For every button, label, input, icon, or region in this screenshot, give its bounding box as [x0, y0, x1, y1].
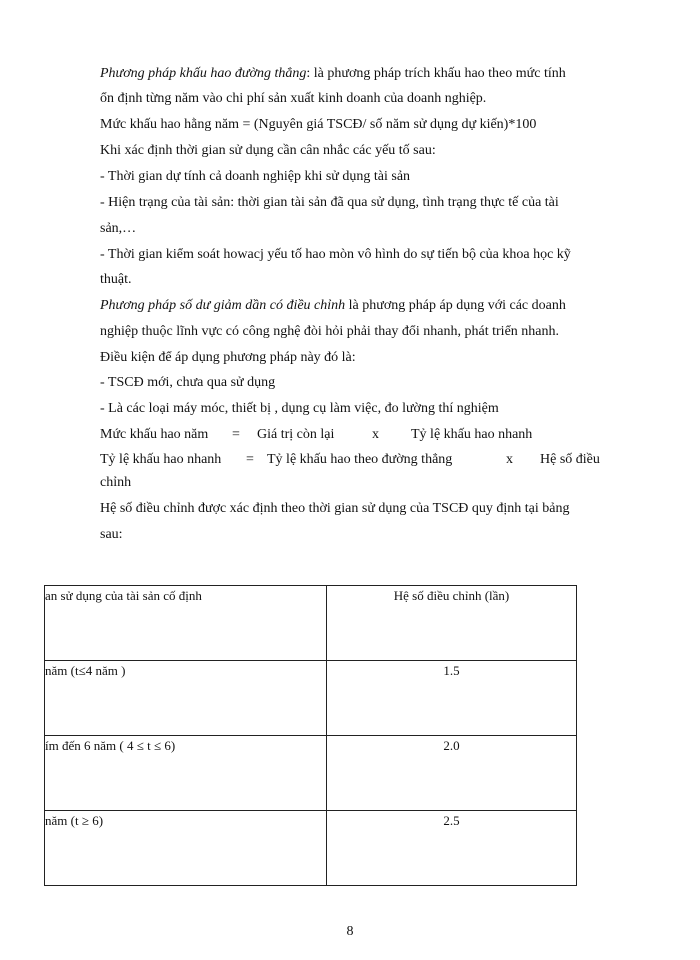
table-row [45, 661, 577, 736]
term-straight-line: Phương pháp khấu hao đường thẳng [100, 66, 307, 81]
table-row [45, 736, 577, 811]
bullet-item: - Thời gian dự tính cả doanh nghiệp khi sử dụng tài sản [100, 169, 411, 184]
paragraph-line: ổn định từng năm vào chi phí sản xuất kinh doanh của doanh nghiệp. [100, 91, 487, 106]
table-cell: 2.5 [327, 811, 577, 886]
bullet-item: - Là các loại máy móc, thiết bị , dụng cụ làm việc, đo lường thí nghiệm [100, 401, 499, 416]
table-cell: năm (t≤4 năm ) [45, 661, 327, 736]
paragraph-line: Điều kiện để áp dụng phương pháp này đó là: [100, 350, 356, 365]
adjustment-coefficient-table [44, 585, 577, 886]
bullet-item: - TSCĐ mới, chưa qua sử dụng [100, 375, 276, 390]
formula-fast-rate: Tỷ lệ khấu hao nhanh = Tỷ lệ khấu hao theo đường thẳng x Hệ số điều [100, 452, 600, 467]
paragraph-straight-line: Phương pháp khấu hao đường thẳng: là phương pháp trích khấu hao theo mức tính [100, 66, 566, 81]
table-header-cell: Hệ số điều chỉnh (lần) [327, 586, 577, 661]
table-row [45, 811, 577, 886]
table-cell: ím đến 6 năm ( 4 ≤ t ≤ 6) [45, 736, 327, 811]
table-cell: 2.0 [327, 736, 577, 811]
table-cell: năm (t ≥ 6) [45, 811, 327, 886]
term-declining-balance: Phương pháp số dư giảm dần có điều chỉnh [100, 298, 346, 313]
bullet-item: - Hiện trạng của tài sản: thời gian tài sản đã qua sử dụng, tình trạng thực tế của tài [100, 195, 559, 210]
bullet-item: - Thời gian kiểm soát howacj yếu tố hao mòn vô hình do sự tiến bộ của khoa học kỹ [100, 247, 571, 262]
paragraph-declining-balance: Phương pháp số dư giảm dần có điều chỉnh là phương pháp áp dụng với các doanh [100, 298, 566, 313]
paragraph-line: thuật. [100, 272, 132, 287]
formula-annual-depreciation: Mức khấu hao hằng năm = (Nguyên giá TSCĐ/ số năm sử dụng dự kiến)*100 [100, 117, 537, 132]
paragraph-line: Hệ số điều chỉnh được xác định theo thời gian sử dụng của TSCĐ quy định tại bảng [100, 501, 570, 516]
paragraph-line: sau: [100, 527, 123, 542]
paragraph-line: sản,… [100, 221, 137, 236]
table-header-cell: an sử dụng của tài sản cố định [45, 586, 327, 661]
table-cell: 1.5 [327, 661, 577, 736]
paragraph-line: chỉnh [100, 475, 132, 490]
paragraph-line: Khi xác định thời gian sử dụng cần cân nhắc các yếu tố sau: [100, 143, 436, 158]
table-header-row [45, 586, 577, 661]
formula-declining-depreciation: Mức khấu hao năm = Giá trị còn lại x Tỷ lệ khấu hao nhanh [100, 427, 533, 442]
paragraph-line: nghiệp thuộc lĩnh vực có công nghệ đòi hỏi phải thay đổi nhanh, phát triển nhanh. [100, 324, 559, 339]
page-number: 8 [346, 924, 354, 939]
